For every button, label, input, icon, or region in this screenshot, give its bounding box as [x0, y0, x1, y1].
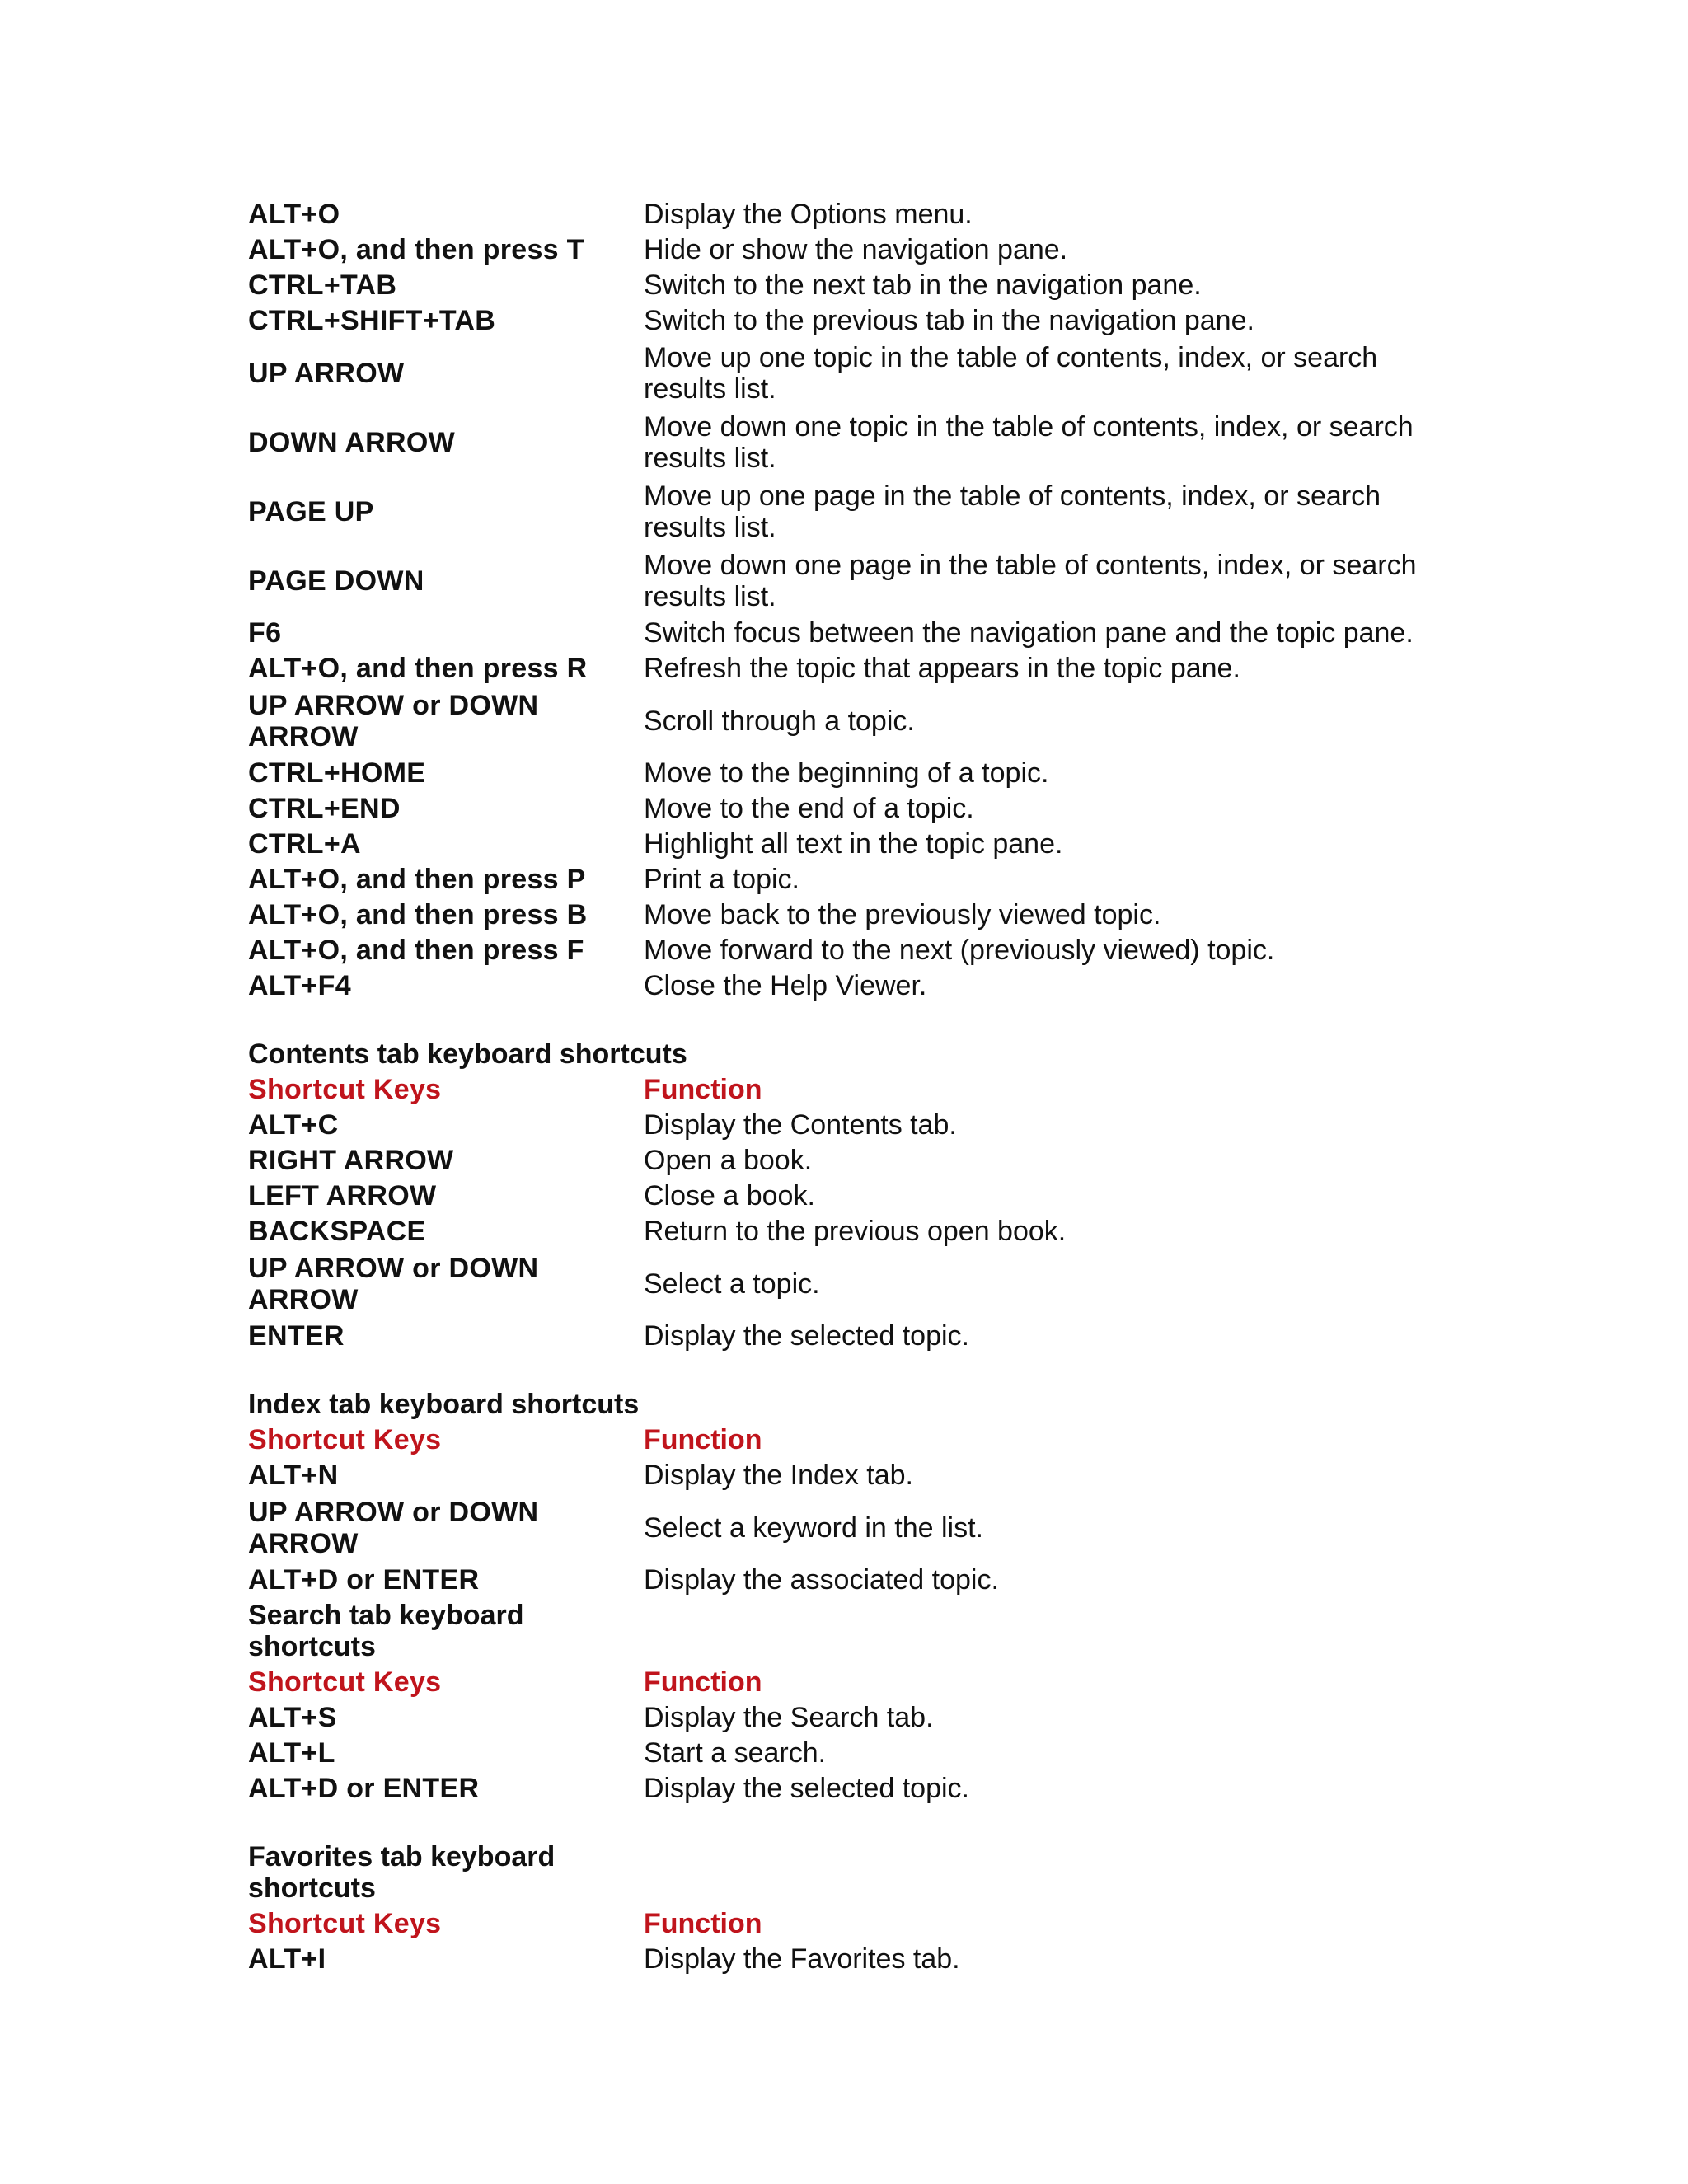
table-row — [248, 1943, 1484, 1975]
shortcut-function: Move down one page in the table of contents, index, or search results list. — [644, 549, 1417, 612]
shortcut-key: ALT+I — [248, 1943, 326, 1975]
shortcut-key: CTRL+A — [248, 828, 361, 860]
column-header-function: Function — [644, 1908, 762, 1939]
table-row — [248, 899, 1484, 930]
favorites-tab-section — [248, 1841, 1484, 1975]
table-row — [248, 1773, 1484, 1804]
table-row — [248, 1145, 1484, 1176]
shortcut-key: ENTER — [248, 1320, 345, 1352]
column-header-shortcut-keys: Shortcut Keys — [248, 1074, 442, 1105]
shortcut-key: ALT+N — [248, 1460, 339, 1491]
section-title: Search tab keyboard shortcuts — [248, 1600, 524, 1662]
shortcut-key: UP ARROW — [248, 357, 405, 389]
shortcut-key: ALT+D or ENTER — [248, 1773, 480, 1804]
shortcut-function: Open a book. — [644, 1145, 813, 1176]
table-row — [248, 864, 1484, 895]
shortcut-key: ALT+C — [248, 1109, 339, 1141]
shortcut-function: Move up one page in the table of contents, index, or search results list. — [644, 480, 1381, 543]
shortcut-key: UP ARROW or DOWN ARROW — [248, 689, 539, 752]
table-row — [248, 757, 1484, 789]
shortcut-function: Move to the beginning of a topic. — [644, 757, 1049, 789]
shortcut-key: CTRL+HOME — [248, 757, 426, 789]
shortcut-function: Display the Search tab. — [644, 1702, 934, 1733]
shortcut-key: RIGHT ARROW — [248, 1145, 454, 1176]
contents-tab-section — [248, 1038, 1484, 1352]
shortcut-function: Return to the previous open book. — [644, 1216, 1067, 1247]
shortcut-function: Display the Options menu. — [644, 199, 973, 230]
shortcut-function: Display the Index tab. — [644, 1460, 913, 1491]
section-spacer — [248, 1005, 1484, 1038]
section-spacer — [248, 1808, 1484, 1841]
shortcut-function: Start a search. — [644, 1737, 827, 1769]
shortcut-key: ALT+O — [248, 199, 340, 230]
shortcut-function: Select a keyword in the list. — [644, 1511, 983, 1544]
search-tab-section — [248, 1600, 1484, 1804]
table-row — [248, 688, 1484, 753]
table-row — [248, 1737, 1484, 1769]
shortcut-function: Close the Help Viewer. — [644, 970, 927, 1001]
shortcut-function: Move up one topic in the table of contents, index, or search results list. — [644, 341, 1378, 405]
index-tab-section — [248, 1389, 1484, 1596]
shortcut-function: Switch to the previous tab in the navigation pane. — [644, 305, 1254, 336]
shortcut-function: Display the associated topic. — [644, 1564, 999, 1596]
table-row — [248, 935, 1484, 966]
shortcut-key: CTRL+SHIFT+TAB — [248, 305, 496, 336]
shortcut-function: Move down one topic in the table of contents, index, or search results list. — [644, 410, 1414, 474]
shortcut-key: PAGE UP — [248, 495, 374, 527]
shortcut-function: Hide or show the navigation pane. — [644, 234, 1068, 265]
shortcut-key: DOWN ARROW — [248, 426, 456, 458]
table-row — [248, 199, 1484, 230]
shortcut-function: Move forward to the next (previously viewed) topic. — [644, 935, 1275, 966]
table-row — [248, 340, 1484, 405]
shortcut-function: Switch to the next tab in the navigation pane. — [644, 269, 1202, 301]
table-row — [248, 410, 1484, 475]
shortcut-function: Scroll through a topic. — [644, 705, 915, 737]
shortcut-key: ALT+F4 — [248, 970, 351, 1001]
document-page — [248, 199, 1484, 1979]
table-row — [248, 617, 1484, 649]
column-header-function: Function — [644, 1424, 762, 1455]
shortcut-key: ALT+L — [248, 1737, 335, 1769]
table-row — [248, 1495, 1484, 1560]
shortcut-function: Switch focus between the navigation pane and the topic pane. — [644, 617, 1414, 649]
table-row — [248, 653, 1484, 684]
shortcut-function: Highlight all text in the topic pane. — [644, 828, 1063, 860]
table-row — [248, 1251, 1484, 1316]
column-header-shortcut-keys: Shortcut Keys — [248, 1908, 442, 1939]
section-title: Favorites tab keyboard shortcuts — [248, 1841, 556, 1904]
table-row — [248, 1109, 1484, 1141]
table-row — [248, 970, 1484, 1001]
section-title: Contents tab keyboard shortcuts — [248, 1038, 687, 1070]
shortcut-function: Display the Favorites tab. — [644, 1943, 960, 1975]
table-row — [248, 479, 1484, 544]
table-row — [248, 1564, 1484, 1596]
shortcut-function: Display the selected topic. — [644, 1320, 969, 1352]
shortcut-key: CTRL+TAB — [248, 269, 397, 301]
shortcut-key: ALT+O, and then press R — [248, 653, 588, 684]
table-row — [248, 1180, 1484, 1212]
table-row — [248, 234, 1484, 265]
table-header-row — [248, 1074, 1484, 1105]
table-row — [248, 793, 1484, 824]
column-header-function: Function — [644, 1666, 762, 1698]
table-row — [248, 305, 1484, 336]
table-row — [248, 548, 1484, 613]
shortcut-key: F6 — [248, 617, 282, 649]
table-row — [248, 1320, 1484, 1352]
shortcut-function: Refresh the topic that appears in the topic pane. — [644, 653, 1240, 684]
section-title: Index tab keyboard shortcuts — [248, 1389, 640, 1420]
column-header-shortcut-keys: Shortcut Keys — [248, 1424, 442, 1455]
shortcut-key: UP ARROW or DOWN ARROW — [248, 1252, 539, 1315]
shortcut-key: UP ARROW or DOWN ARROW — [248, 1496, 539, 1559]
shortcut-key: ALT+O, and then press B — [248, 899, 588, 930]
shortcut-function: Display the selected topic. — [644, 1773, 969, 1804]
shortcut-key: ALT+D or ENTER — [248, 1564, 480, 1596]
table-header-row — [248, 1666, 1484, 1698]
shortcut-key: ALT+O, and then press T — [248, 234, 584, 265]
shortcut-function: Move back to the previously viewed topic. — [644, 899, 1161, 930]
table-header-row — [248, 1908, 1484, 1939]
general-shortcuts-table — [248, 199, 1484, 1001]
column-header-function: Function — [644, 1074, 762, 1105]
shortcut-key: LEFT ARROW — [248, 1180, 437, 1212]
shortcut-function: Move to the end of a topic. — [644, 793, 974, 824]
table-row — [248, 269, 1484, 301]
shortcut-key: PAGE DOWN — [248, 565, 424, 597]
shortcut-key: ALT+S — [248, 1702, 337, 1733]
table-row — [248, 828, 1484, 860]
shortcut-key: ALT+O, and then press F — [248, 935, 584, 966]
shortcut-function: Print a topic. — [644, 864, 799, 895]
shortcut-function: Close a book. — [644, 1180, 815, 1212]
shortcut-function: Display the Contents tab. — [644, 1109, 957, 1141]
shortcut-key: BACKSPACE — [248, 1216, 426, 1247]
section-spacer — [248, 1356, 1484, 1389]
table-row — [248, 1216, 1484, 1247]
shortcut-key: CTRL+END — [248, 793, 401, 824]
column-header-shortcut-keys: Shortcut Keys — [248, 1666, 442, 1698]
shortcut-function: Select a topic. — [644, 1268, 820, 1300]
table-row — [248, 1702, 1484, 1733]
shortcut-key: ALT+O, and then press P — [248, 864, 586, 895]
table-header-row — [248, 1424, 1484, 1455]
table-row — [248, 1460, 1484, 1491]
